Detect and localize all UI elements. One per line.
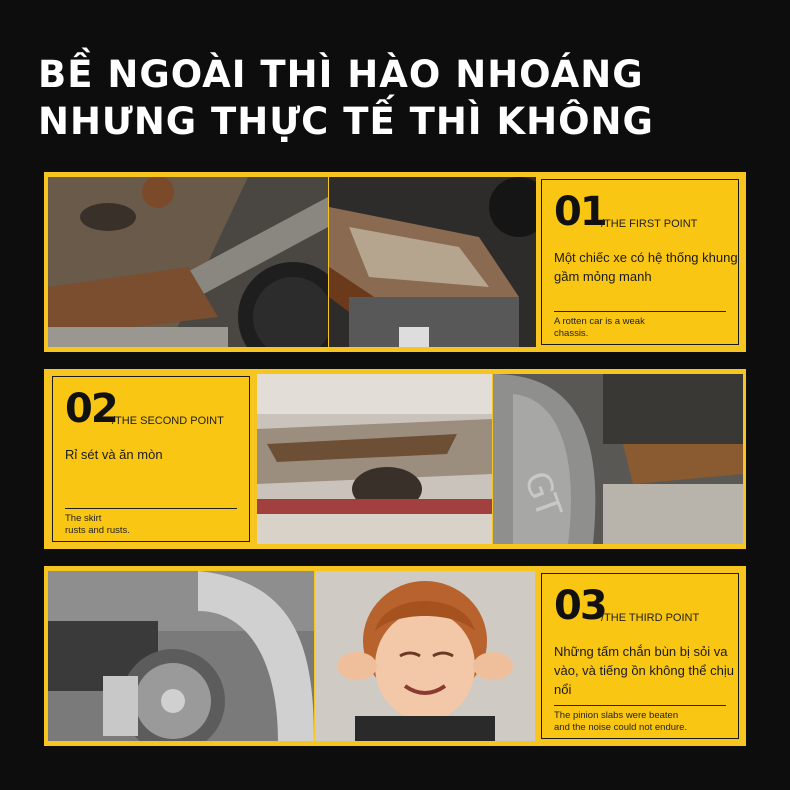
point-card-3 (541, 573, 739, 739)
point-card-1 (541, 179, 739, 345)
point-description-vi: Một chiếc xe có hệ thống khung gầm mỏng manh (554, 250, 738, 284)
point-panel-2 (44, 369, 746, 549)
point-number: 02 (65, 386, 117, 432)
headline-line-2: NHƯNG THỰC TẾ THÌ KHÔNG (38, 100, 654, 143)
point-description-en: A rotten car is a weak chassis. (554, 316, 645, 339)
tire-rust-photo (493, 374, 743, 544)
point-label: /THE THIRD POINT (601, 612, 700, 624)
point-card-2 (52, 376, 250, 542)
divider (554, 311, 726, 312)
point-label: /THE SECOND POINT (112, 415, 224, 427)
point-description-vi: Những tấm chắn bùn bị sỏi va vào, và tiếng ồn không thể chịu nổi (554, 644, 734, 697)
point-description-vi: Rỉ sét và ăn mòn (65, 447, 163, 462)
point-label: /THE FIRST POINT (601, 218, 698, 230)
point-description-en: The skirt rusts and rusts. (65, 513, 130, 536)
divider (554, 705, 726, 706)
headline-line-1: BỀ NGOÀI THÌ HÀO NHOÁNG (38, 53, 644, 96)
point-number: 03 (554, 583, 606, 629)
divider (65, 508, 237, 509)
point-panel-1 (44, 172, 746, 352)
child-covering-ears-photo (315, 571, 535, 741)
point-number: 01 (554, 189, 606, 235)
wheel-arch-photo (48, 571, 314, 741)
svg-text:GT: GT (515, 466, 569, 523)
rusted-skirt-photo (257, 374, 492, 544)
rusted-chassis-photo (48, 177, 328, 347)
point-panel-3 (44, 566, 746, 746)
rusted-frame-photo (329, 177, 536, 347)
point-description-en: The pinion slabs were beaten and the noise could not endure. (554, 710, 688, 733)
